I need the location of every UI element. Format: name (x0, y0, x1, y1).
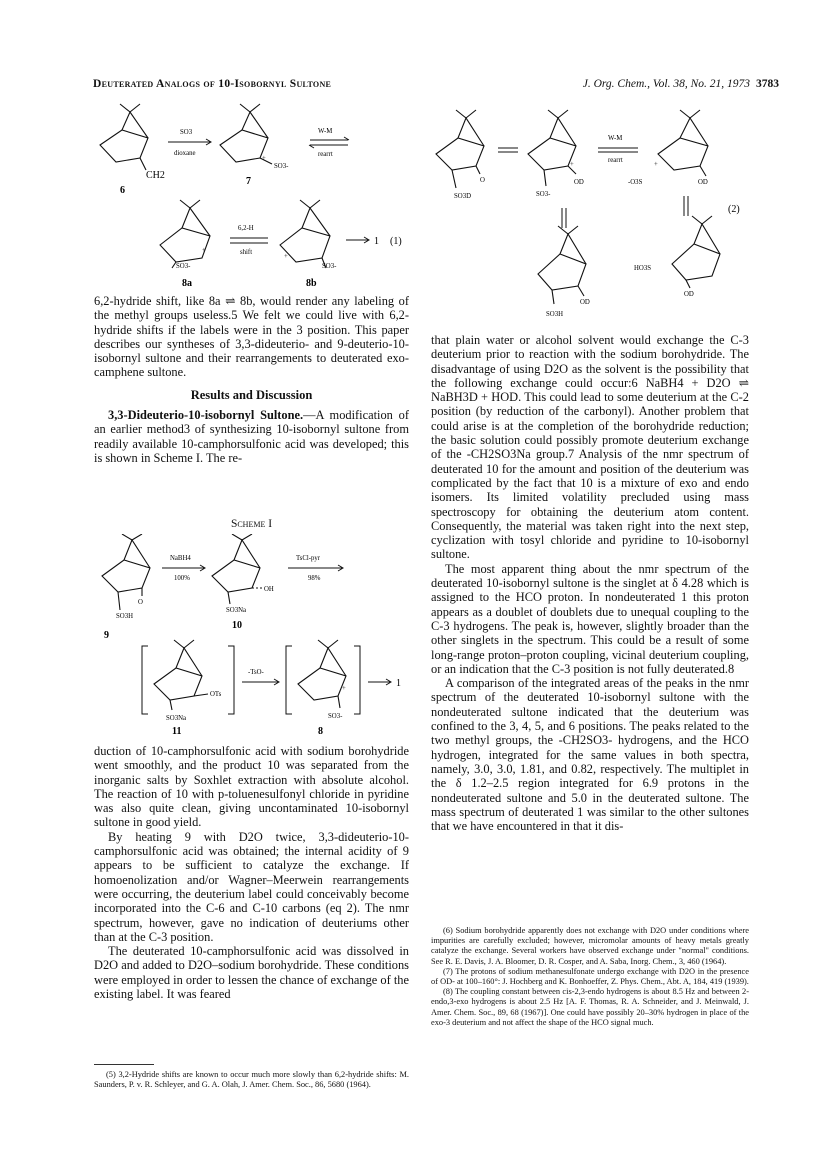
label-oh: OH (264, 586, 274, 593)
structure-8 (298, 640, 346, 708)
plus-charge-enol: + (570, 161, 574, 168)
paragraph-dideuterio-text: —A modification of an earlier method3 of synthesizing 10-isobornyl sultone from readily available 10-camphorsulfonic acid was developed; this is shown in Scheme I. The re- (94, 408, 409, 465)
label-so3na-11: SO3Na (166, 715, 187, 722)
label-so3h: SO3H (546, 311, 563, 318)
compound-number-8a: 8a (182, 278, 192, 289)
scheme-1-figure (92, 534, 412, 734)
page-number: 3783 (756, 78, 779, 90)
structure-6 (100, 104, 148, 170)
compound-number-9: 9 (104, 630, 109, 641)
reagent-dioxane: dioxane (174, 150, 196, 157)
structure-enol (528, 110, 576, 186)
yield-100: 100% (174, 575, 190, 582)
reagent-wm: W-M (318, 128, 333, 135)
reagent-rearrt-2: rearrt (608, 157, 623, 164)
structure-8a (160, 200, 210, 268)
plus-charge-8: + (342, 685, 346, 692)
footnote-7: (7) The protons of sodium methanesulfonate undergo exchange with D2O in the presence of OD- at 100–160°: J. Hochberg and K. Bonhoeffer, Z. Phys. Chem., Abt. A, 184, 419 (1939). (431, 966, 749, 987)
scheme-title: Scheme I (230, 518, 273, 530)
paragraph-nmr-singlet: The most apparent thing about the nmr spectrum of the deuterated 10-isobornyl sultone is the singlet at δ 4.28 which is assigned to the HCO proton. In nondeuterated 1 this proton appears as a doublet of doublets due to unequal coupling to the C-3 hydrogens. The peak is, however, slightly broader than the other singlets in the spectrum. This could be a result of some long-range proton–proton coupling, vicinal deuterium coupling, or an indication that the C-3 position is not fully deuterated.8 (431, 561, 749, 676)
label-so3-8b: SO3- (322, 263, 337, 270)
footnote-rule (94, 1064, 154, 1065)
footnote-6: (6) Sodium borohydride apparently does not exchange with D2O under conditions where impurities are carefully excluded; however, micromolar amounts of heavy metals greatly catalyze the exchange. Several workers have observed exchange under "normal" conditions. See R. E. Davis, J. A. Bloomer, D. R. Cosper, and A. Saba, Inorg. Chem., 3, 460 (1964). (431, 926, 749, 966)
label-ho3s: HO3S (634, 265, 651, 272)
compound-number-8: 8 (318, 726, 323, 734)
label-od-2: OD (698, 179, 708, 186)
structure-rearranged (658, 110, 708, 176)
plus-charge-8a: + (202, 247, 206, 254)
footnotes-left (94, 1070, 409, 1090)
label-so3na-10: SO3Na (226, 607, 247, 614)
label-o-9: O (138, 599, 143, 606)
journal-citation (583, 78, 779, 90)
structure-11 (154, 640, 208, 710)
reagent-62h: 6,2-H (238, 225, 254, 232)
yield-98: 98% (308, 575, 321, 582)
label-so3-8: SO3- (328, 713, 343, 720)
footnote-8: (8) The coupling constant between cis-2,3-endo hydrogens is about 8.5 Hz and between 2-endo,3-exo hydrogens is about 2.5 Hz [A. F. Thomas, R. A. Schneider, and J. Meinwald, J. Amer. Chem. Soc., 89, 68 (1967)]. One could have possibly 20–30% hydrogen in place of the exo-3 deuterium and not affect the shape of the HCO signal much. (431, 987, 749, 1027)
label-ots: OTs (210, 691, 222, 698)
compound-number-11: 11 (172, 726, 182, 734)
label-o3s: -O3S (628, 179, 643, 186)
label-od-4: OD (684, 291, 694, 298)
reagent-rearrt: rearrt (318, 151, 333, 158)
structure-10 (212, 534, 262, 604)
reagent-wm-2: W-M (608, 135, 623, 142)
plus-charge: + (262, 155, 266, 162)
label-so3-7: SO3- (274, 163, 289, 170)
left-column-top (94, 294, 409, 465)
journal-ref: J. Org. Chem., Vol. 38, No. 21, 1973 (582, 78, 750, 90)
running-title: Deuterated Analogs of 10-Isobornyl Sultone (93, 78, 332, 90)
reagent-nabh4: NaBH4 (170, 555, 191, 562)
paragraph-dideuterio (94, 408, 409, 465)
label-so3-8a: SO3- (176, 263, 191, 270)
paragraph-intro-end: 6,2-hydride shift, like 8a ⇌ 8b, would render any labeling of the methyl groups useless.5 We felt we could live with 6,2-hydride shifts if the labels were in the 3 position. This paper describes our syntheses of 3,3-dideuterio- and 9-deuterio-10-isobornyl sultone and their rearrangements to deuterated exo-camphene sultone. (94, 294, 409, 380)
label-o: O (480, 177, 485, 184)
footnotes-right (431, 926, 749, 1028)
section-heading: Results and Discussion (190, 387, 313, 402)
equation-1-figure (90, 100, 420, 292)
paragraph-comparison: A comparison of the integrated areas of the peaks in the nmr spectrum of the deuterated 10-isobornyl sultone with the nondeuterated sultone indicated that the deuterium was confined to the 3, 4, 5, and 6 positions. The peaks related to the two methyl groups, the -CH2SO3- hydrogens, and the HCO hydrogen, integrated for the same values in both spectra, namely, 3.0, 3.0, 1.81, and 0.82, respectively. The multiplet in the δ 1.2–2.5 region integrated for 6.9 protons in the nondeuterated sultone and 5.0 in the deuterated sultone. The mass spectrum of deuterated 1 was similar to the other sultones that we have encountered in that it dis- (431, 676, 749, 834)
paragraph-dissolved: The deuterated 10-camphorsulfonic acid was dissolved in D2O and added to D2O–sodium borohydride. These conditions were employed in order to lessen the chance of exchange of the existing label. It was feared (94, 944, 409, 1002)
structure-lower-left (538, 226, 586, 304)
equation-number-2: (2) (728, 204, 740, 215)
label-so3h-9: SO3H (116, 613, 133, 620)
plus-charge-rearr: + (654, 161, 658, 168)
structure-ketone-d (436, 110, 484, 188)
plus-charge-8b: + (284, 253, 288, 260)
paragraph-solvent: that plain water or alcohol solvent would exchange the C-3 deuterium prior to reaction with the sodium borohydride. The disadvantage of using D2O as the solvent is the possibility that the following exchange could occur:6 NaBH4 + D2O ⇌ NaBH3D + HOD. This could lead to some deuterium at the C-2 position (by reduction of the carbonyl). Another problem that could arise is at the completion of the borohydride reduction; the basic solution could possibly promote deuterium exchange of the -CH2SO3Na group.7 Analysis of the nmr spectrum of deuterated 10 for the amount and position of the deuterium was complicated by the fact that 10 is a mixture of exo and endo isomers. Its limited volatility precluded using mass spectroscopy for obtaining the deuterium atom content. Consequently, the material was taken right into the next step, cyclization with tosyl chloride and pyridine to 10-isobornyl sultone. (431, 333, 749, 562)
label-od-3: OD (580, 299, 590, 306)
structure-lower-right (672, 216, 720, 288)
reagent-tscl: TsCl-pyr (296, 555, 321, 562)
label-so3d: SO3D (454, 193, 471, 200)
run-in-heading: 3,3-Dideuterio-10-isobornyl Sultone. (108, 408, 304, 423)
compound-number-6: 6 (120, 185, 125, 196)
right-column (431, 333, 749, 833)
equation-number-1: (1) (390, 236, 402, 247)
label-ch2: CH2 (146, 170, 165, 181)
product-1-scheme: 1 (396, 678, 401, 689)
footnote-5: (5) 3,2-Hydride shifts are known to occur much more slowly than 6,2-hydride shifts: M. Saunders, P. v. R. Schleyer, and G. A. Olah, J. Amer. Chem. Soc., 86, 5680 (1964). (94, 1070, 409, 1090)
product-1: 1 (374, 236, 379, 247)
label-od-1: OD (574, 179, 584, 186)
reagent-tso: -TsO- (248, 669, 264, 676)
left-column-bottom (94, 744, 409, 1001)
label-so3-enol: SO3- (536, 191, 551, 198)
reagent-so3: SO3 (180, 129, 193, 136)
reagent-shift: shift (240, 249, 253, 256)
compound-number-10: 10 (232, 620, 242, 631)
paragraph-heating: By heating 9 with D2O twice, 3,3-dideuterio-10-camphorsulfonic acid was obtained; the internal acidity of 9 appears to be sufficient to catalyze the exchange. If homoenolization and/or Wagner–Meerwein rearrangements were occurring, the deuterium label could conceivably become incorporated into the C-6 and C-10 carbons (eq 2). The nmr spectrum, however, gave no indication of deuteriums other than at the C-3 position. (94, 829, 409, 944)
compound-number-8b: 8b (306, 278, 317, 289)
compound-number-7: 7 (246, 176, 251, 187)
equation-2-figure (428, 104, 768, 324)
paragraph-reduction: duction of 10-camphorsulfonic acid with sodium borohydride went smoothly, and the product 10 was separated from the inorganic salts by Soxhlet extraction with absolute alcohol. The reaction of 10 with p-toluenesulfonyl chloride in pyridine was also quite clean, giving uncontaminated 10-isobornyl sultone in good yield. (94, 744, 409, 830)
